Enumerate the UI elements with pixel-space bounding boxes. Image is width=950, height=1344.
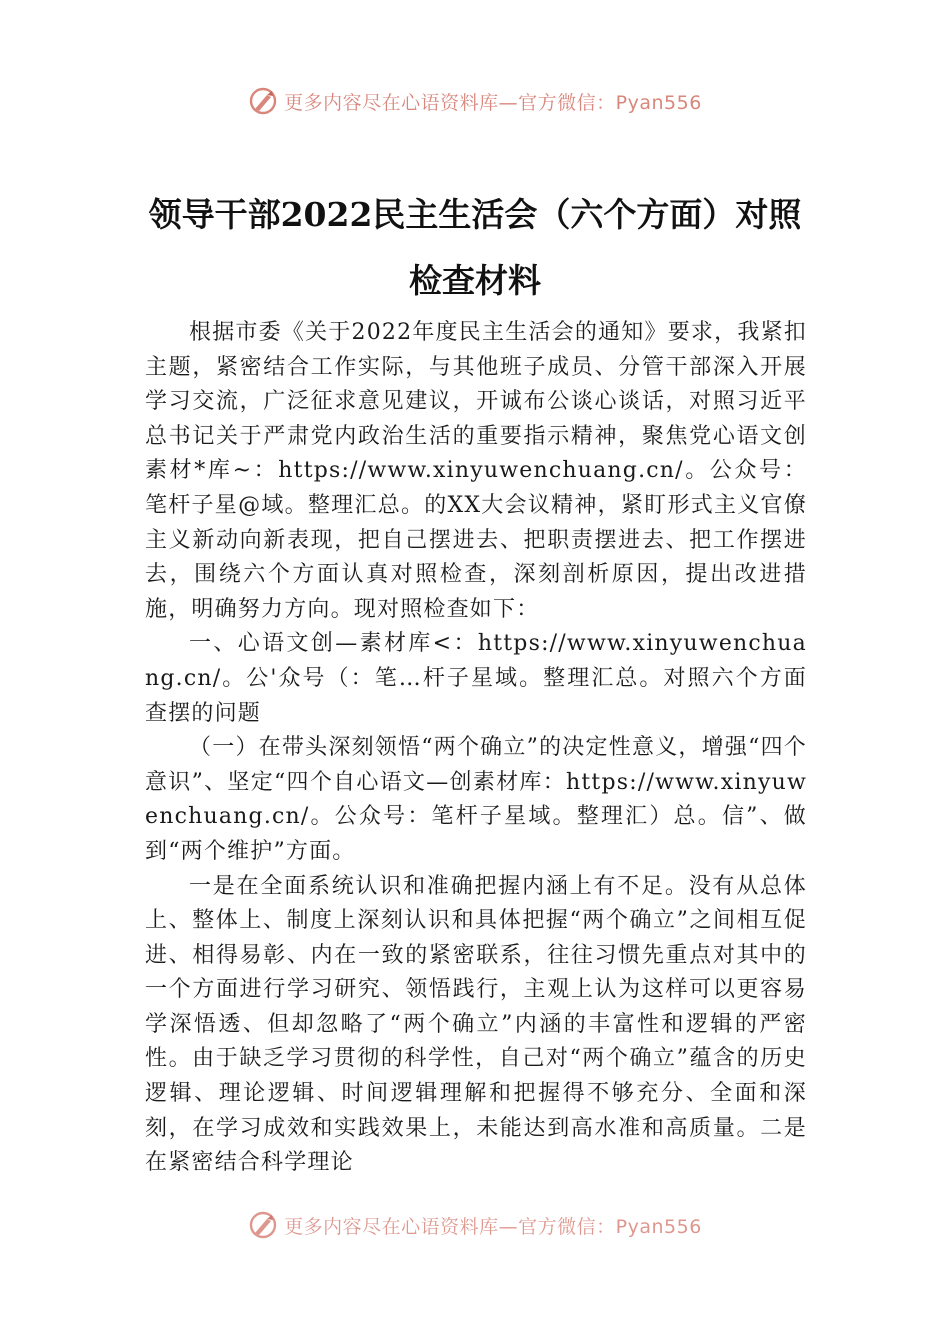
pen-nib-logo-icon <box>248 86 278 116</box>
watermark-text: 更多内容尽在心语资料库—官方微信：Pyan556 <box>284 91 702 114</box>
watermark-text: 更多内容尽在心语资料库—官方微信：Pyan556 <box>284 1215 702 1238</box>
watermark-header <box>0 86 950 116</box>
pen-nib-logo-icon <box>248 1210 278 1240</box>
section-heading-1: 一、心语文创—素材库<：https://www.xinyuwenchuang.cn/。公'众号（：笔…杆子星域。整理汇总。对照六个方面查摆的问题 <box>145 631 807 726</box>
watermark-footer <box>0 1210 950 1240</box>
paragraph-point-1: 一是在全面系统认识和准确把握内涵上有不足。没有从总体上、整体上、制度上深刻认识和具体把握“两个确立”之间相互促进、相得易彰、内在一致的紧密联系，往往习惯先重点对其中的一个方面进行学习研究、领悟践行，主观上认为这样可以更容易学深悟透、但却忽略了“两个确立”内涵的丰富性和逻辑的严密性。由于缺乏学习贯彻的科学性，自己对“两个确立”蕴含的历史逻辑、理论逻辑、时间逻辑理解和把握得不够充分、全面和深刻，在学习成效和实践效果上，未能达到高水准和高质量。二是在紧密结合科学理论 <box>145 873 807 1176</box>
document-body <box>145 316 807 1181</box>
subsection-heading-1: （一）在带头深刻领悟“两个确立”的决定性意义，增强“四个意识”、坚定“四个自心语文—创素材库：https://www.xinyuwenchuang.cn/。公众号：笔杆子星域。整理汇）总。信”、做到“两个维护”方面。 <box>145 735 807 864</box>
document-title: 领导干部2022民主生活会（六个方面）对照检查材料 <box>148 195 802 300</box>
paragraph-intro: 根据市委《关于2022年度民主生活会的通知》要求，我紧扣主题，紧密结合工作实际，与其他班子成员、分管干部深入开展学习交流，广泛征求意见建议，开诚布公谈心谈话，对照习近平总书记关于严肃党内政治生活的重要指示精神，聚焦党心语文创素材*库~：https://www.xinyuwenchuang.cn/。公众号：笔杆子星@域。整理汇总。的XX大会议精神，紧盯形式主义官僚主义新动向新表现，把自己摆进去、把职责摆进去、把工作摆进去，围绕六个方面认真对照检查，深刻剖析原因，提出改进措施，明确努力方向。现对照检查如下： <box>145 320 807 622</box>
